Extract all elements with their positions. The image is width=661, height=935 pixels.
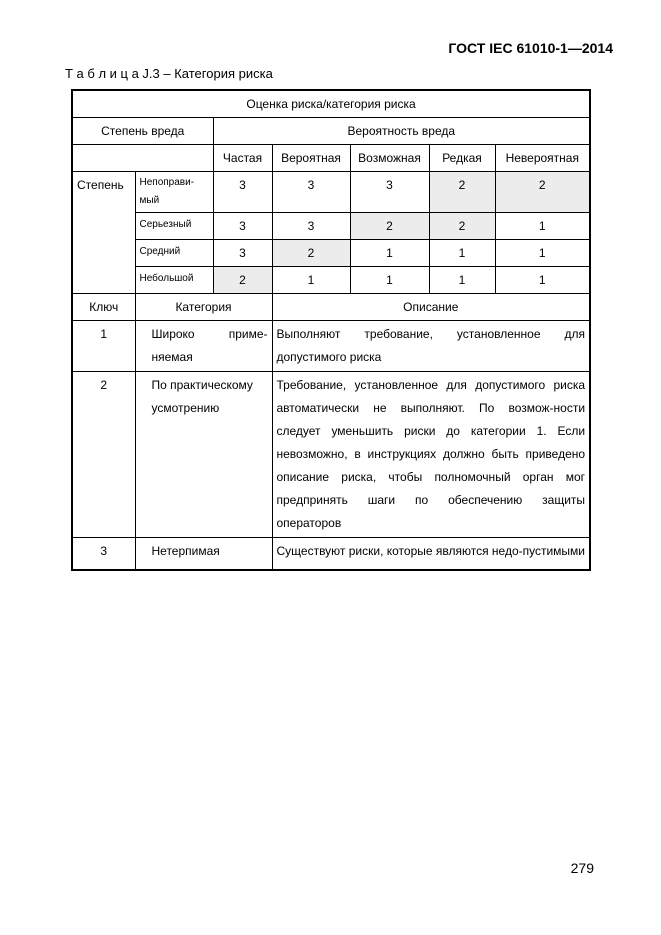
degree-row-label: Непоправи-мый — [135, 172, 213, 213]
table-cell: 3 — [213, 213, 272, 240]
degree-label: Степень — [72, 172, 135, 294]
table-cell: 1 — [495, 240, 590, 267]
table-title: Оценка риска/категория риска — [72, 90, 590, 118]
harm-probability-header: Вероятность вреда — [213, 118, 590, 145]
prob-col-header: Редкая — [429, 145, 495, 172]
table-cell: 1 — [429, 240, 495, 267]
table-cell: 2 — [350, 213, 429, 240]
table-cell: 3 — [272, 213, 350, 240]
table-cell: 3 — [213, 240, 272, 267]
key-header: Ключ — [72, 294, 135, 321]
page-number: 279 — [570, 860, 594, 876]
table-cell: 3 — [272, 172, 350, 213]
degree-row-label: Серьезный — [135, 213, 213, 240]
category-cell: Широко приме-няемая — [135, 321, 272, 372]
description-header: Описание — [272, 294, 590, 321]
key-cell: 2 — [72, 372, 135, 538]
prob-col-header: Невероятная — [495, 145, 590, 172]
table-cell: 3 — [350, 172, 429, 213]
key-cell: 1 — [72, 321, 135, 372]
table-cell: 1 — [350, 240, 429, 267]
table-caption: Т а б л и ц а J.3 – Категория риска — [65, 66, 273, 81]
table-cell: 1 — [495, 213, 590, 240]
table-cell: 2 — [213, 267, 272, 294]
table-cell: 1 — [429, 267, 495, 294]
category-cell: По практическому усмотрению — [135, 372, 272, 538]
table-cell: 2 — [429, 172, 495, 213]
prob-col-header: Вероятная — [272, 145, 350, 172]
degree-row-label: Средний — [135, 240, 213, 267]
table-cell: 2 — [272, 240, 350, 267]
table-cell: 1 — [495, 267, 590, 294]
prob-col-header: Частая — [213, 145, 272, 172]
table-cell: 1 — [272, 267, 350, 294]
table-cell: 2 — [429, 213, 495, 240]
harm-degree-header: Степень вреда — [72, 118, 213, 145]
risk-category-table — [71, 89, 591, 571]
degree-row-label: Небольшой — [135, 267, 213, 294]
table-cell: 2 — [495, 172, 590, 213]
description-cell: Требование, установленное для допустимого риска автоматически не выполняют. По возмож-ности следует уменьшить риски до категории 1. Если невозможно, в инструкциях должно быть приведено описание риска, чтобы полномочный орган мог предпринять шаги по обеспечению защиты операторов — [272, 372, 590, 538]
category-header: Категория — [135, 294, 272, 321]
table-cell: 1 — [350, 267, 429, 294]
key-cell: 3 — [72, 538, 135, 571]
category-cell: Нетерпимая — [135, 538, 272, 571]
document-standard-header: ГОСТ IEC 61010-1—2014 — [448, 40, 613, 56]
description-cell: Существуют риски, которые являются недо-пустимыми — [272, 538, 590, 571]
table-cell: 3 — [213, 172, 272, 213]
prob-col-header: Возможная — [350, 145, 429, 172]
description-cell: Выполняют требование, установленное для допустимого риска — [272, 321, 590, 372]
